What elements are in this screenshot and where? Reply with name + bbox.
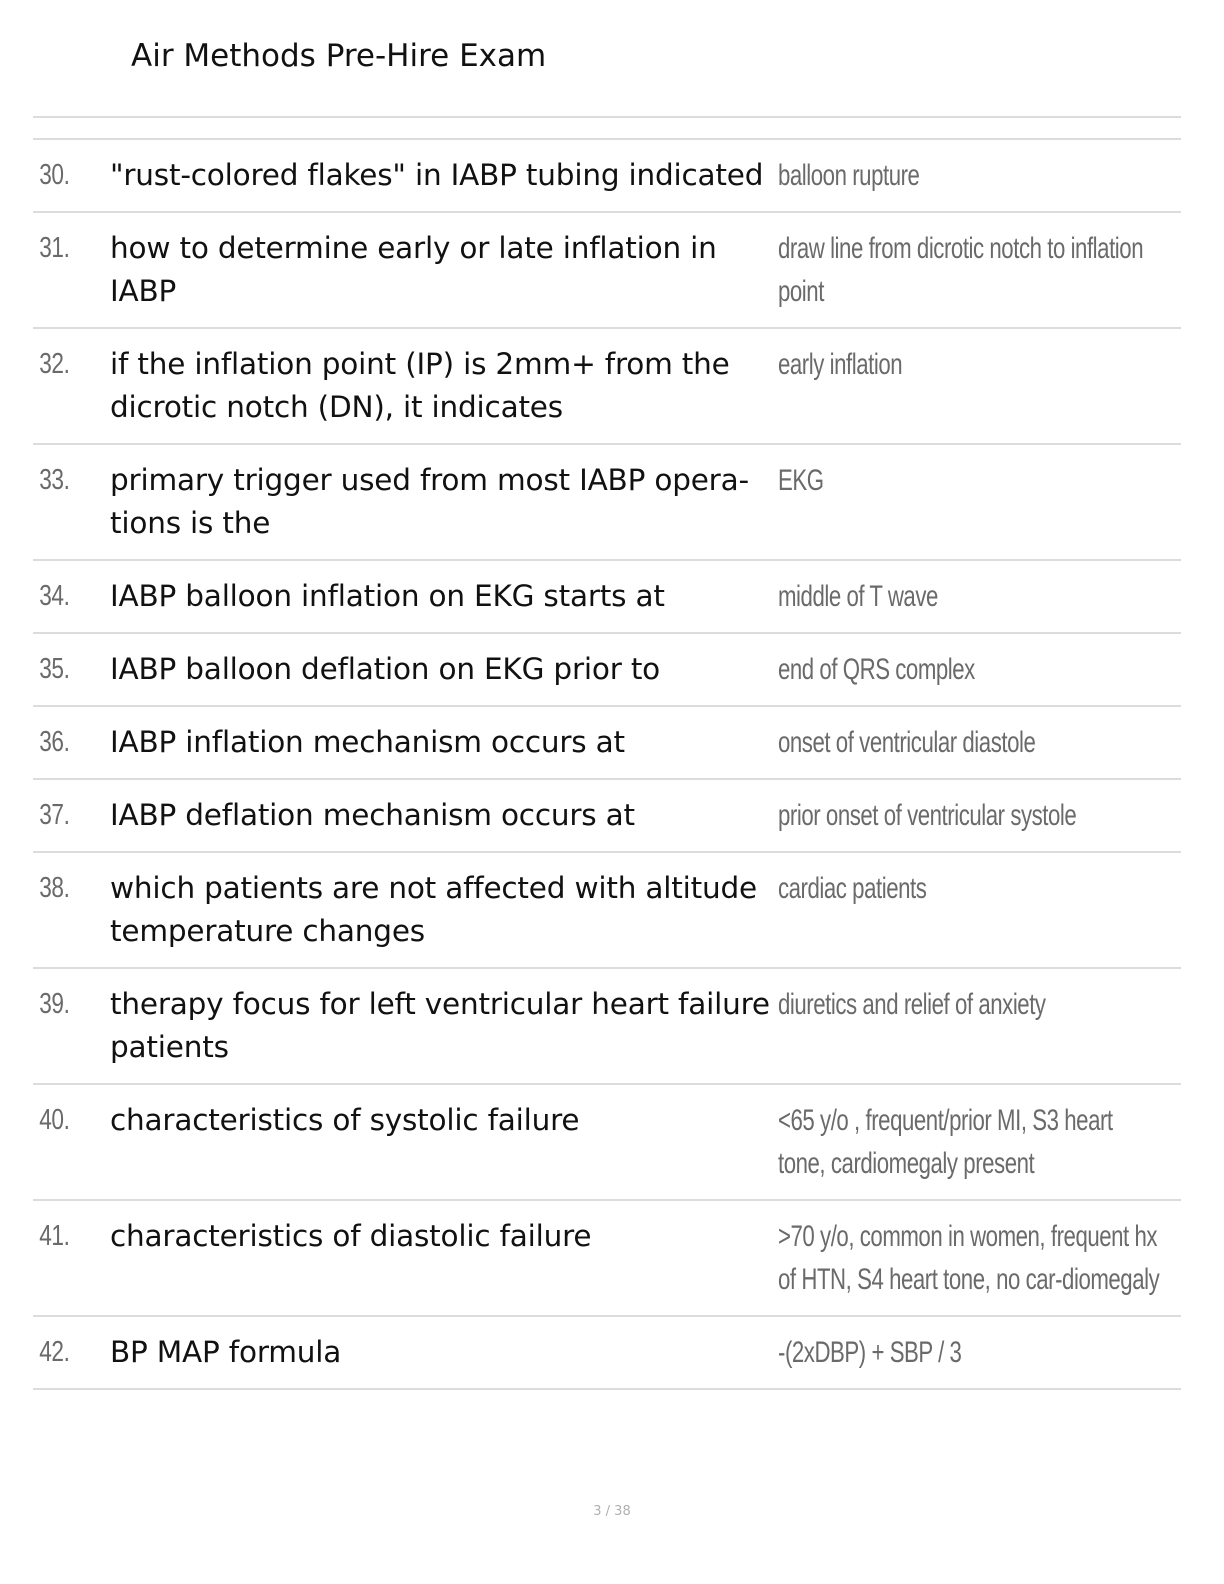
- table-row: [33, 1201, 1181, 1317]
- question-term: "rust-colored flakes" in IABP tubing indicated: [110, 158, 764, 192]
- question-term: characteristics of diastolic failure: [110, 1219, 592, 1253]
- question-term: IABP balloon deflation on EKG prior to: [110, 652, 661, 686]
- question-number: 39.: [39, 988, 70, 1020]
- page-number: 3 / 38: [593, 1504, 631, 1519]
- table-row: [33, 561, 1181, 634]
- question-term: IABP deflation mechanism occurs at: [110, 798, 635, 832]
- question-answer-table: [33, 138, 1181, 1390]
- question-number: 31.: [39, 232, 70, 264]
- question-number: 41.: [39, 1220, 70, 1252]
- table-row: [33, 329, 1181, 445]
- table-row: [33, 634, 1181, 707]
- question-number: 36.: [39, 726, 70, 758]
- question-answer: EKG: [778, 464, 824, 497]
- question-number: 33.: [39, 464, 70, 496]
- question-term: which patients are not affected with altitude temperature changes: [110, 871, 757, 948]
- question-answer: cardiac patients: [778, 872, 927, 905]
- question-number: 38.: [39, 872, 70, 904]
- header-divider: [33, 116, 1181, 118]
- table-row: [33, 853, 1181, 969]
- question-term: primary trigger used from most IABP opera-tions is the: [110, 463, 749, 540]
- question-term: IABP balloon inflation on EKG starts at: [110, 579, 665, 613]
- question-term: BP MAP formula: [110, 1335, 342, 1369]
- question-answer: middle of T wave: [778, 580, 938, 613]
- table-row: [33, 213, 1181, 329]
- question-term: IABP inflation mechanism occurs at: [110, 725, 625, 759]
- table-row: [33, 780, 1181, 853]
- table-row: [33, 140, 1181, 213]
- table-row: [33, 707, 1181, 780]
- question-number: 40.: [39, 1104, 70, 1136]
- question-number: 42.: [39, 1336, 70, 1368]
- table-row: [33, 969, 1181, 1085]
- table-row: [33, 445, 1181, 561]
- document-title: Air Methods Pre-Hire Exam: [131, 38, 547, 74]
- question-number: 32.: [39, 348, 70, 380]
- table-row: [33, 1317, 1181, 1390]
- question-answer: >70 y/o, common in women, frequent hx of HTN, S4 heart tone, no car-diomegaly: [778, 1220, 1160, 1296]
- question-answer: early inflation: [778, 348, 903, 381]
- question-number: 34.: [39, 580, 70, 612]
- question-answer: balloon rupture: [778, 159, 920, 192]
- question-answer: end of QRS complex: [778, 653, 975, 686]
- question-number: 37.: [39, 799, 70, 831]
- question-answer: <65 y/o , frequent/prior MI, S3 heart tone, cardiomegaly present: [778, 1104, 1113, 1180]
- question-term: if the inflation point (IP) is 2mm+ from the dicrotic notch (DN), it indicates: [110, 347, 730, 424]
- question-number: 30.: [39, 159, 70, 191]
- question-answer: -(2xDBP) + SBP / 3: [778, 1336, 962, 1369]
- table-row: [33, 1085, 1181, 1201]
- question-term: characteristics of systolic failure: [110, 1103, 580, 1137]
- question-term: how to determine early or late inflation in IABP: [110, 231, 717, 308]
- question-answer: onset of ventricular diastole: [778, 726, 1036, 759]
- question-answer: diuretics and relief of anxiety: [778, 988, 1046, 1021]
- question-term: therapy focus for left ventricular heart failure patients: [110, 987, 770, 1064]
- question-number: 35.: [39, 653, 70, 685]
- question-answer: draw line from dicrotic notch to inflation point: [778, 232, 1144, 308]
- question-answer: prior onset of ventricular systole: [778, 799, 1077, 832]
